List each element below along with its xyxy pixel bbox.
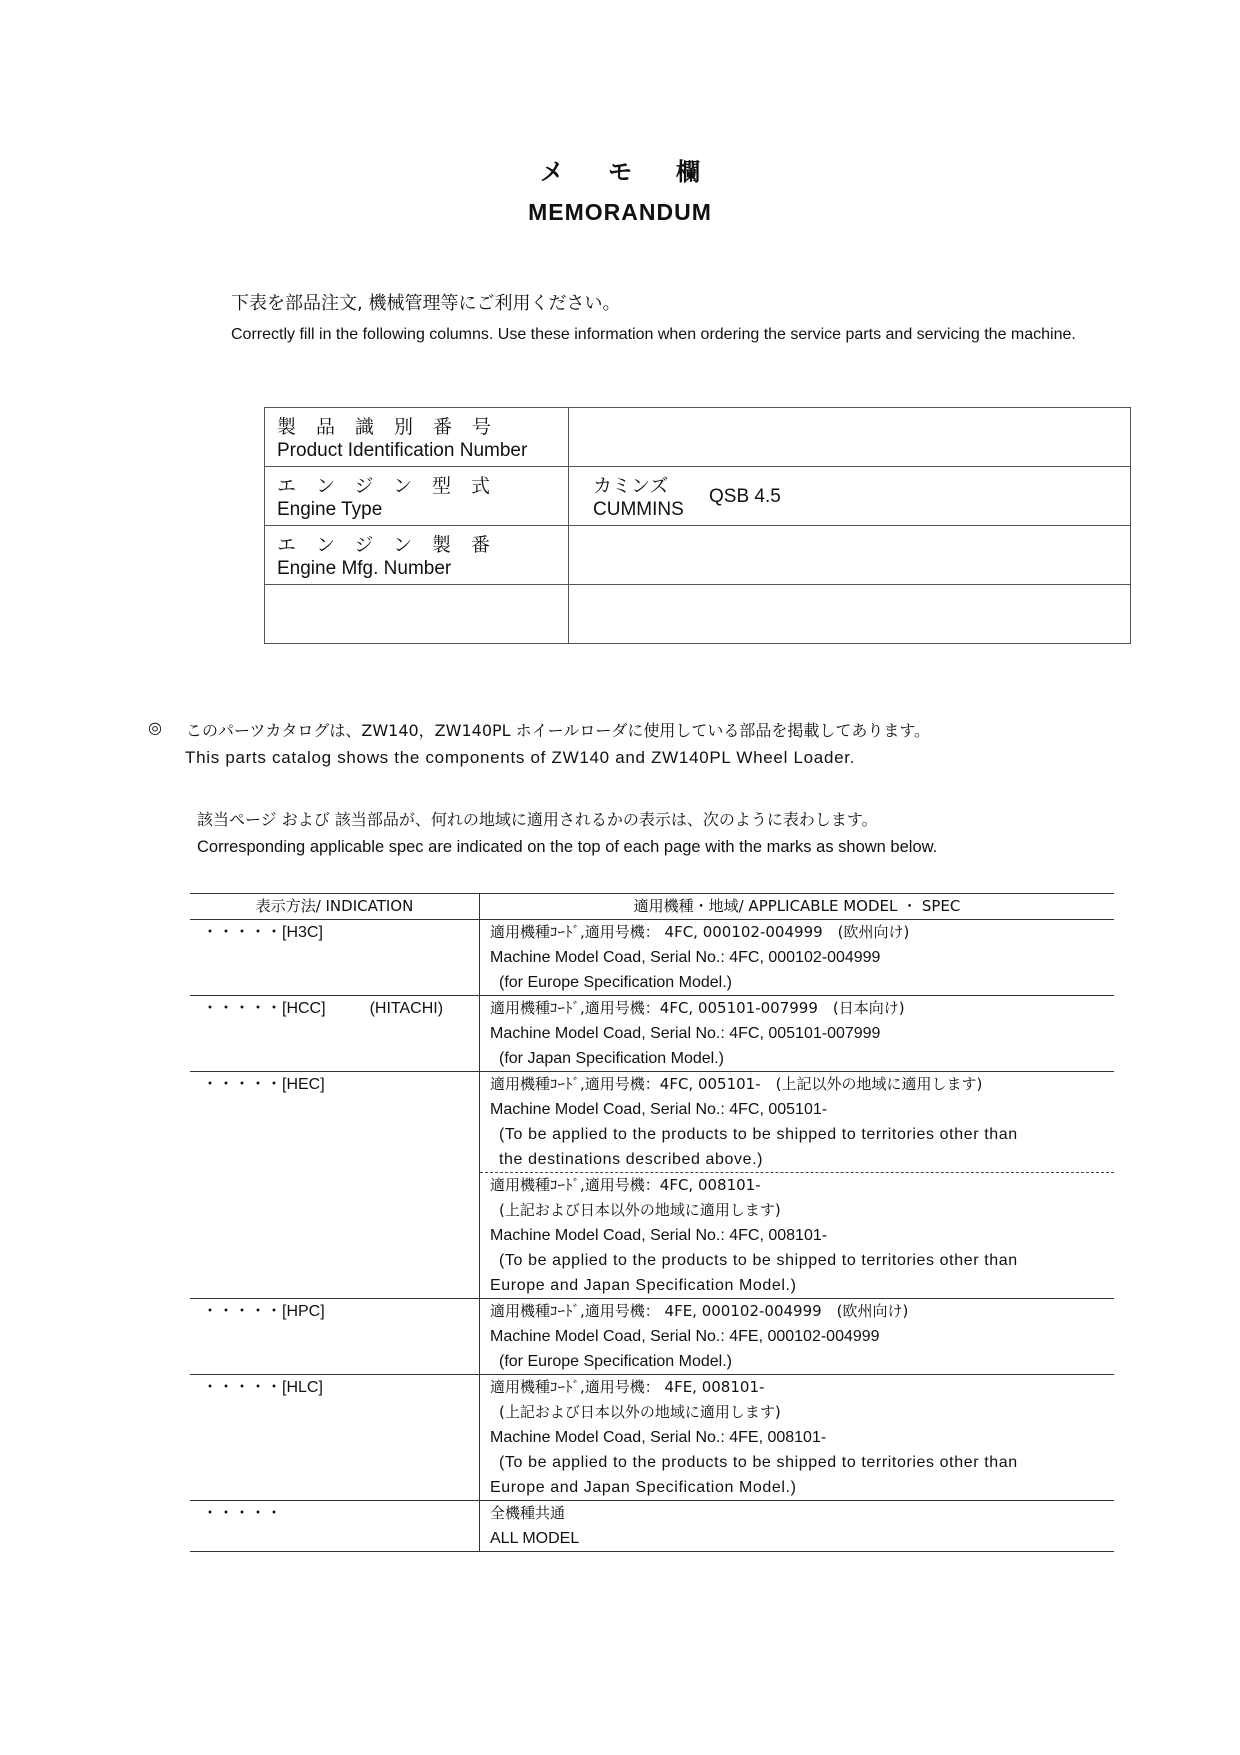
applicable-h3c: 適用機種ｺｰﾄﾞ,適用号機： 4FC, 000102-004999 (欧州向け) Machine Model Coad, Serial No.: 4FC, 000102-004999 (for Europe Specification Model.) <box>480 920 1115 996</box>
indication-h3c: ・・・・・[H3C] <box>190 920 480 996</box>
indication-hec-cont <box>190 1173 480 1299</box>
indication-all: ・・・・・ <box>190 1501 480 1552</box>
intro-text-jp: 下表を部品注文, 機械管理等にご利用ください。 <box>231 293 621 314</box>
indication-hlc: ・・・・・[HLC] <box>190 1375 480 1501</box>
spec-note-en: Corresponding applicable spec are indicated on the top of each page with the marks as shown below. <box>197 838 938 856</box>
table-row <box>190 1072 1114 1173</box>
blank-value-field[interactable] <box>569 585 1131 644</box>
applicable-all: 全機種共通 ALL MODEL <box>480 1501 1115 1552</box>
page-title-en: MEMORANDUM <box>528 199 712 225</box>
table-row <box>265 408 1131 467</box>
spec-table-header <box>190 894 1114 920</box>
spec-note-jp: 該当ページ および 該当部品が、何れの地域に適用されるかの表示は、次のように表わします。 <box>197 810 878 829</box>
table-row <box>190 996 1114 1072</box>
applicable-hcc: 適用機種ｺｰﾄﾞ,適用号機：4FC, 005101-007999 (日本向け) Machine Model Coad, Serial No.: 4FC, 005101-007999 (for Japan Specification Model.) <box>480 996 1115 1072</box>
product-id-field[interactable] <box>569 408 1131 467</box>
table-row <box>190 1173 1114 1299</box>
table-row <box>190 920 1114 996</box>
engine-type-label-jp: エンジン型式 <box>277 475 511 497</box>
product-id-label-en: Product Identification Number <box>277 440 528 461</box>
product-id-label-jp: 製品識別番号 <box>277 416 512 438</box>
table-row <box>265 585 1131 644</box>
catalog-note-en: This parts catalog shows the components of ZW140 and ZW140PL Wheel Loader. <box>185 748 856 767</box>
indication-hcc: ・・・・・[HCC] (HITACHI) <box>190 996 480 1072</box>
product-id-label-cell <box>265 408 569 467</box>
identification-table <box>264 407 1131 644</box>
intro-text-en: Correctly fill in the following columns. Use these information when ordering the service parts and servicing the machine. <box>231 326 1076 343</box>
table-row <box>190 1299 1114 1375</box>
engine-mfg-label-cell <box>265 526 569 585</box>
applicable-hlc: 適用機種ｺｰﾄﾞ,適用号機： 4FE, 008101- (上記および日本以外の地域に適用します) Machine Model Coad, Serial No.: 4FE, 008101- (To be applied to the products to be shipped to territories other than Europe and Japan Specification Model.) <box>480 1375 1115 1501</box>
catalog-note-jp: このパーツカタログは、ZW140，ZW140PL ホイールローダに使用している部品を掲載してあります。 <box>186 721 931 740</box>
indication-hpc: ・・・・・[HPC] <box>190 1299 480 1375</box>
header-applicable: 適用機種・地域/ APPLICABLE MODEL ・ SPEC <box>480 894 1115 920</box>
spec-indication-table <box>190 893 1114 1552</box>
engine-mfg-label-en: Engine Mfg. Number <box>277 558 452 579</box>
page-title-jp: メモ欄 <box>540 158 744 186</box>
blank-label-cell[interactable] <box>265 585 569 644</box>
engine-mfg-field[interactable] <box>569 526 1131 585</box>
engine-maker-jp: カミンズ <box>593 475 669 497</box>
double-circle-icon: ◎ <box>148 718 162 737</box>
applicable-hpc: 適用機種ｺｰﾄﾞ,適用号機： 4FE, 000102-004999 (欧州向け) Machine Model Coad, Serial No.: 4FE, 000102-004999 (for Europe Specification Model.) <box>480 1299 1115 1375</box>
applicable-hec-b: 適用機種ｺｰﾄﾞ,適用号機：4FC, 008101- (上記および日本以外の地域に適用します) Machine Model Coad, Serial No.: 4FC, 008101- (To be applied to the products to be shipped to territories other than Europe and Japan Specification Model.) <box>480 1173 1115 1299</box>
engine-maker-en: CUMMINS <box>593 499 684 520</box>
engine-type-label-en: Engine Type <box>277 499 383 520</box>
table-row <box>190 1375 1114 1501</box>
table-row <box>265 467 1131 526</box>
engine-mfg-label-jp: エンジン製番 <box>277 534 511 556</box>
engine-type-label-cell <box>265 467 569 526</box>
applicable-hec-a: 適用機種ｺｰﾄﾞ,適用号機：4FC, 005101- (上記以外の地域に適用します) Machine Model Coad, Serial No.: 4FC, 005101- (To be applied to the products to be shipped to territories other than the destinations described above.) <box>480 1072 1115 1173</box>
indication-hec: ・・・・・[HEC] <box>190 1072 480 1173</box>
engine-type-field[interactable] <box>569 467 1131 526</box>
table-row <box>265 526 1131 585</box>
header-indication: 表示方法/ INDICATION <box>190 894 480 920</box>
table-row <box>190 1501 1114 1552</box>
engine-model: QSB 4.5 <box>709 486 781 507</box>
